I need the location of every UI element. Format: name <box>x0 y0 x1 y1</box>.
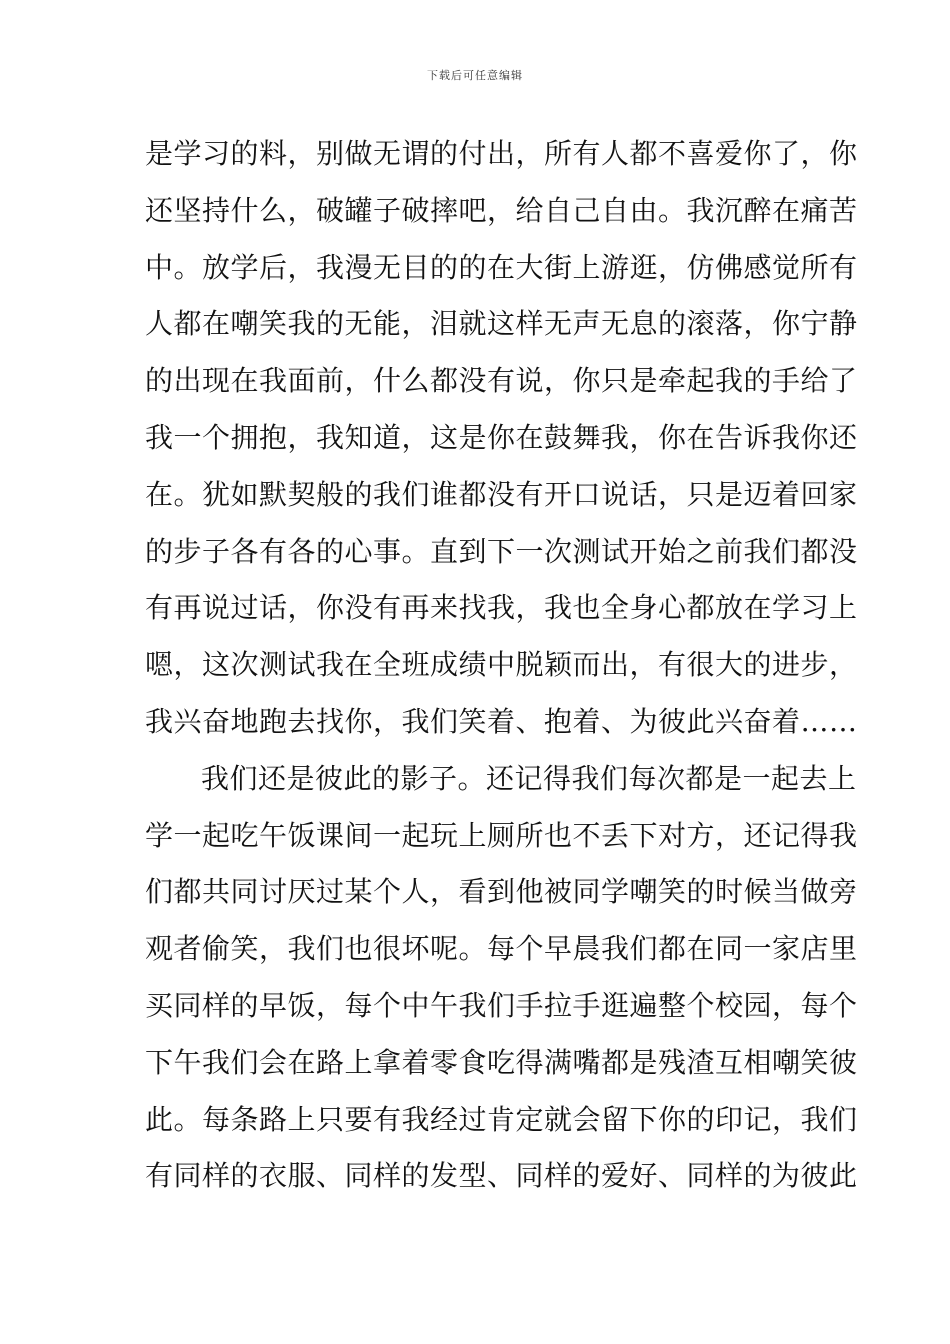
text-line: 的出现在我面前，什么都没有说，你只是牵起我的手给了 <box>145 364 858 398</box>
text-line: 是学习的料，别做无谓的付出，所有人都不喜爱你了，你 <box>145 137 858 170</box>
text-line: 学一起吃午饭课间一起玩上厕所也不丢下对方，还记得我 <box>145 818 858 852</box>
text-line: 买同样的早饭，每个中午我们手拉手逛遍整个校园，每个 <box>145 988 858 1022</box>
text-line: 还坚持什么，破罐子破摔吧，给自己自由。我沉醉在痛苦 <box>145 193 858 227</box>
text-line: 我兴奋地跑去找你，我们笑着、抱着、为彼此兴奋着…… <box>145 704 858 738</box>
text-line: 观者偷笑，我们也很坏呢。每个早晨我们都在同一家店里 <box>145 932 858 966</box>
text-line: 的步子各有各的心事。直到下一次测试开始之前我们都没 <box>145 534 858 568</box>
text-line: 人都在嘲笑我的无能，泪就这样无声无息的滚落，你宁静 <box>145 307 858 341</box>
text-line: 有再说过话，你没有再来找我，我也全身心都放在学习上 <box>145 591 858 625</box>
text-line: 中。放学后，我漫无目的的在大街上游逛，仿佛感觉所有 <box>145 250 858 284</box>
page-header-note: 下载后可任意编辑 <box>427 69 523 82</box>
paragraph-2 <box>145 751 858 1205</box>
paragraph-1 <box>145 126 858 751</box>
text-line: 有同样的衣服、同样的发型、同样的爱好、同样的为彼此 <box>145 1159 858 1193</box>
document-body <box>145 126 858 1205</box>
text-line: 我一个拥抱，我知道，这是你在鼓舞我，你在告诉我你还 <box>145 420 858 454</box>
text-line: 此。每条路上只要有我经过肯定就会留下你的印记，我们 <box>145 1102 858 1136</box>
text-line: 们都共同讨厌过某个人，看到他被同学嘲笑的时候当做旁 <box>145 875 858 909</box>
text-line: 下午我们会在路上拿着零食吃得满嘴都是残渣互相嘲笑彼 <box>145 1045 858 1079</box>
text-line: 在。犹如默契般的我们谁都没有开口说话，只是迈着回家 <box>145 477 858 511</box>
text-line: 嗯，这次测试我在全班成绩中脱颖而出，有很大的进步， <box>145 648 858 682</box>
text-line: 我们还是彼此的影子。还记得我们每次都是一起去上 <box>201 761 857 795</box>
